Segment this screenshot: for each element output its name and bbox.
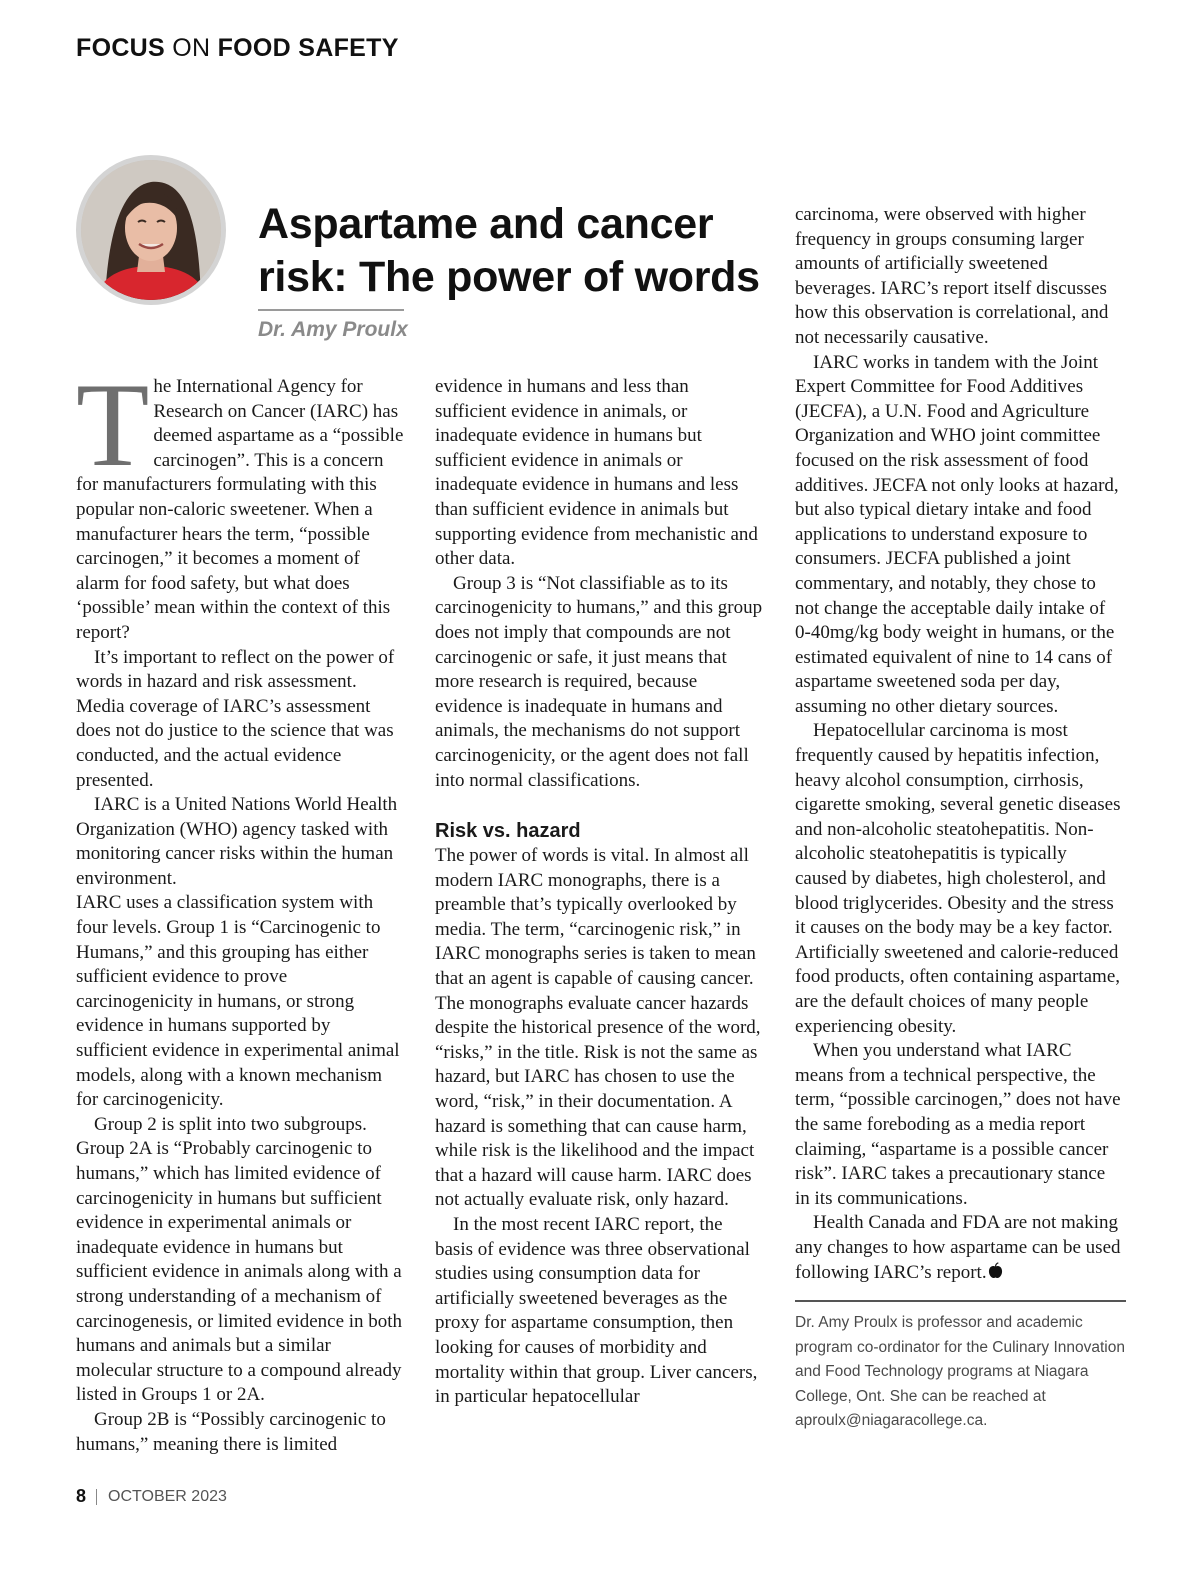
apple-icon: [988, 1262, 1003, 1279]
paragraph: In the most recent IARC report, the basis of evidence was three observational studies using consumption data for artificially sweetened beverages as the proxy for aspartame consumption, then looking for causes of morbidity and mortality within that group. Liver cancers, in particular hepatocellular: [435, 1214, 758, 1408]
paragraph: carcinoma, were observed with higher frequency in groups consuming larger amounts of artificially sweetened beverages. IARC’s report itself discusses how this observation is correlational, and not necessarily causative.: [795, 204, 1109, 348]
article-title: [258, 198, 768, 304]
drop-cap: T: [76, 358, 150, 491]
article-column-2: [435, 375, 763, 1410]
issue-date: OCTOBER 2023: [108, 1487, 227, 1505]
bio-divider: [795, 1300, 1126, 1302]
paragraph: IARC works in tandem with the Joint Expert Committee for Food Additives (JECFA), a U.N. Food and Agriculture Organization and WHO joint committee focused on the risk assessment of food additives. JECFA not only looks at hazard, but also typical dietary intake and food applications to understand exposure to consumers. JECFA published a joint commentary, and notably, they chose to not change the acceptable daily intake of 0-40mg/kg body weight in humans, or the estimated equivalent of nine to 14 cans of aspartame sweetened soda per day, assuming no other dietary sources.: [795, 351, 1119, 717]
paragraph: Hepatocellular carcinoma is most frequently caused by hepatitis infection, heavy alcohol consumption, cirrhosis, cigarette smoking, several genetic diseases and non-alcoholic steatohepatitis. Non-alcoholic steatohepatitis is typically caused by diabetes, high cholesterol, and blood triglycerides. Obesity and the stress it causes on the body may be a key factor. Artificially sweetened and calorie-reduced food products, often containing aspartame, are the default choices of many people experiencing obesity.: [795, 720, 1121, 1037]
closing-paragraph-text: Health Canada and FDA are not making any changes to how aspartame can be used following IARC’s report.: [795, 1212, 1121, 1283]
author-portrait: [76, 155, 226, 305]
section-header: [76, 34, 399, 63]
paragraph: Group 2B is “Possibly carcinogenic to humans,” meaning there is limited: [76, 1408, 386, 1455]
page-footer: [76, 1486, 227, 1507]
paragraph: Group 3 is “Not classifiable as to its carcinogenicity to humans,” and this group does not imply that compounds are not carcinogenic or safe, it just means that more research is required, because evidence is inadequate in humans and animals, the mechanisms do not support carcinogenicity, or the agent does not fall into normal classifications.: [435, 572, 763, 791]
paragraph: The power of words is vital. In almost all modern IARC monographs, there is a preamble that’s typically overlooked by media. The term, “carcinogenic risk,” in IARC monographs series is taken to mean that an agent is capable of causing cancer. The monographs evaluate cancer hazards despite the historical presence of the word, “risks,” in the title. Risk is not the same as hazard, but IARC has chosen to use the word, “risk,” in their documentation. A hazard is something that can cause harm, while risk is the likelihood and the impact that a hazard will cause harm. IARC does not actually evaluate risk, only hazard.: [435, 845, 761, 1211]
paragraph: evidence in humans and less than sufficient evidence in animals, or inadequate evidence in humans but sufficient evidence in animals or inadequate evidence in humans and less than sufficient evidence in animals but supporting evidence from mechanistic and other data.: [435, 376, 758, 570]
subheading-risk-vs-hazard: Risk vs. hazard: [435, 820, 581, 843]
paragraph: Group 2 is split into two subgroups. Group 2A is “Probably carcinogenic to humans,” which has limited evidence of carcinogenicity in humans but sufficient evidence in experimental animals or inadequate evidence in humans but sufficient evidence in animals along with a strong understanding of a mechanism of carcinogenesis, or limited evidence in both humans and animals but a similar molecular structure to a compound already listed in Groups 1 or 2A.: [76, 1113, 403, 1406]
paragraph: It’s important to reflect on the power of words in hazard and risk assessment. Media coverage of IARC’s assessment does not do justice to the science that was conducted, and the actual evidence presented.: [76, 646, 395, 791]
author-byline: Dr. Amy Proulx: [258, 318, 408, 341]
page-number: 8: [76, 1486, 87, 1506]
section-header-topic: FOOD SAFETY: [217, 34, 399, 62]
footer-divider: [96, 1489, 97, 1505]
closing-paragraph: [795, 1211, 1123, 1285]
paragraph: IARC uses a classification system with four levels. Group 1 is “Carcinogenic to Humans,” and this grouping has either sufficient evidence to prove carcinogenicity in humans, or strong evidence in humans supported by sufficient evidence in experimental animal models, along with a known mechanism for carcinogenicity.: [76, 892, 400, 1111]
section-header-on: ON: [172, 34, 211, 62]
article-column-3: [795, 203, 1123, 1285]
article-title-line-2: risk: The power of words: [258, 253, 760, 301]
intro-paragraph-text: he International Agency for Research on Cancer (IARC) has deemed aspartame as a “possible carcinogen”. This is a concern for manufacturers formulating with this popular non-caloric sweetener. When a manufacturer hears the term, “possible carcinogen,” it becomes a moment of alarm for food safety, but what does ‘possible’ mean within the context of this report?: [76, 376, 404, 643]
paragraph: When you understand what IARC means from a technical perspective, the term, “possible carcinogen,” does not have the same foreboding as a media report claiming, “aspartame is a possible cancer risk”. IARC takes a precautionary stance in its communications.: [795, 1040, 1121, 1209]
article-column-1: [76, 358, 404, 1457]
article-title-line-1: Aspartame and cancer: [258, 200, 714, 248]
title-divider: [258, 309, 404, 311]
author-bio: Dr. Amy Proulx is professor and academic program co-ordinator for the Culinary Innovation and Food Technology programs at Niagara College, Ont. She can be reached at aproulx@niagaracollege.ca.: [795, 1314, 1125, 1430]
section-header-focus: FOCUS: [76, 34, 165, 62]
paragraph: IARC is a United Nations World Health Organization (WHO) agency tasked with monitoring cancer risks within the human environment.: [76, 794, 398, 889]
intro-paragraph: [76, 358, 404, 646]
